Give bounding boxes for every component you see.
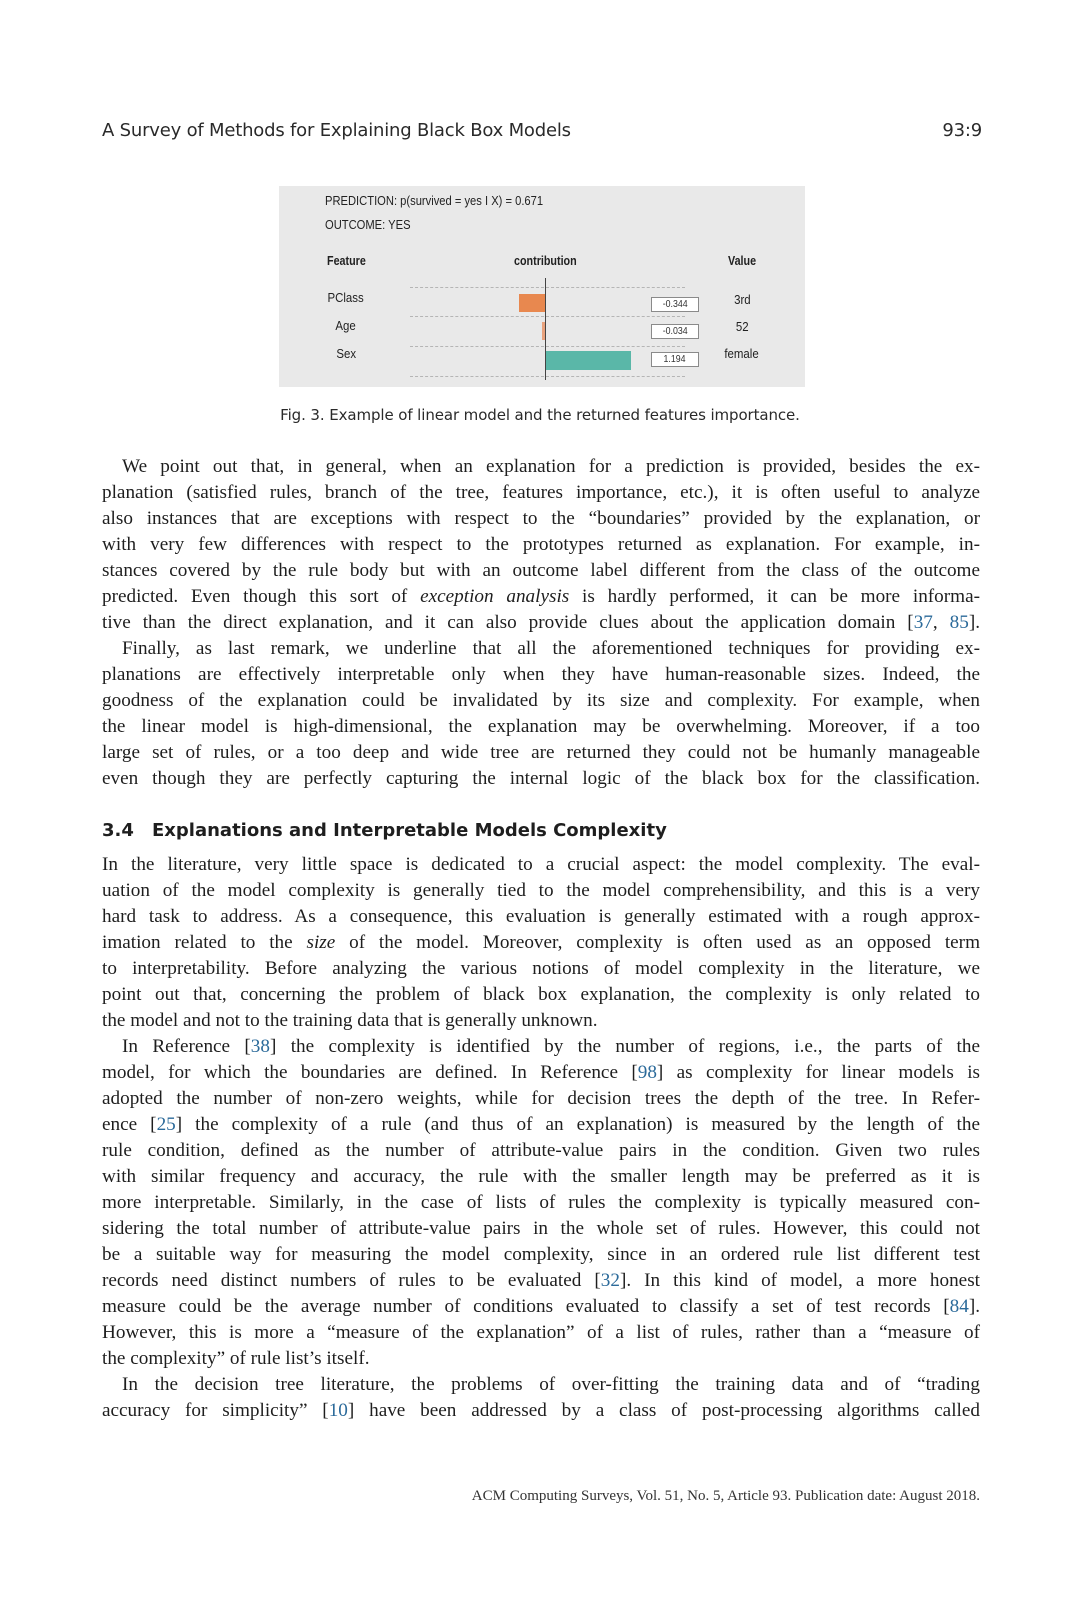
- section-heading: [102, 820, 667, 841]
- figure-header-value: Value: [728, 254, 757, 268]
- body-line: model, for which the boundaries are defined. In Reference [98] as complexity for linear models is: [102, 1062, 980, 1083]
- body-line: In Reference [38] the complexity is identified by the number of regions, i.e., the parts of the: [122, 1036, 980, 1057]
- body-line: planation (satisfied rules, branch of the tree, features importance, etc.), it is often useful to analyze: [102, 482, 980, 503]
- contribution-value: -0.344: [651, 297, 699, 312]
- feature-value: female: [724, 346, 760, 361]
- row-separator: [410, 346, 685, 347]
- figure-outcome: OUTCOME: YES: [325, 217, 411, 232]
- section-number: 3.4: [102, 820, 134, 841]
- citation-link[interactable]: 25: [156, 1114, 176, 1135]
- body-line: point out that, concerning the problem of black box explanation, the complexity is only related to: [102, 984, 980, 1005]
- body-line: We point out that, in general, when an explanation for a prediction is provided, besides the ex-: [122, 456, 980, 477]
- body-line: goodness of the explanation could be invalidated by its size and complexity. For example, when: [102, 690, 980, 711]
- bar-pclass: [519, 294, 545, 312]
- feature-label: PClass: [327, 290, 365, 305]
- row-separator: [410, 287, 685, 288]
- citation-link[interactable]: 84: [949, 1296, 969, 1317]
- journal-footer: ACM Computing Surveys, Vol. 51, No. 5, Article 93. Publication date: August 2018.: [471, 1488, 980, 1504]
- section-title: Explanations and Interpretable Models Complexity: [152, 820, 667, 841]
- figure-header-feature: Feature: [327, 254, 366, 268]
- body-line: tive than the direct explanation, and it can also provide clues about the application domain [37, 85].: [102, 612, 980, 633]
- citation-link[interactable]: 10: [328, 1400, 348, 1421]
- body-line: the model and not to the training data that is generally unknown.: [102, 1010, 598, 1031]
- row-separator: [410, 316, 685, 317]
- body-line: accuracy for simplicity” [10] have been addressed by a class of post-processing algorithms called: [102, 1400, 980, 1421]
- body-line: records need distinct numbers of rules to be evaluated [32]. In this kind of model, a more honest: [102, 1270, 980, 1291]
- body-line: more interpretable. Similarly, in the case of lists of rules the complexity is typically measured con-: [102, 1192, 980, 1213]
- emphasis: size: [306, 932, 336, 953]
- body-line: to interpretability. Before analyzing the various notions of model complexity in the literature, we: [102, 958, 980, 979]
- feature-label: Age: [335, 318, 357, 333]
- citation-link[interactable]: 85: [949, 612, 969, 633]
- body-line: planations are effectively interpretable only when they have human-reasonable sizes. Indeed, the: [102, 664, 980, 685]
- body-line: hard task to address. As a consequence, this evaluation is generally estimated with a rough approx-: [102, 906, 980, 927]
- body-line: also instances that are exceptions with respect to the “boundaries” provided by the explanation, or: [102, 508, 980, 529]
- row-separator: [410, 376, 685, 377]
- body-line: be a suitable way for measuring the model complexity, since in an ordered rule list different test: [102, 1244, 980, 1265]
- body-line: In the literature, very little space is dedicated to a crucial aspect: the model complexity. The eval-: [102, 854, 980, 875]
- zero-axis: [545, 278, 546, 380]
- bar-sex: [545, 351, 631, 370]
- body-line: sidering the total number of attribute-value pairs in the whole set of rules. However, this could not: [102, 1218, 980, 1239]
- body-line: stances covered by the rule body but with an outcome label different from the class of the outcome: [102, 560, 980, 581]
- body-line: ence [25] the complexity of a rule (and thus of an explanation) is measured by the length of the: [102, 1114, 980, 1135]
- body-line: the linear model is high-dimensional, the explanation may be overwhelming. Moreover, if a too: [102, 716, 980, 737]
- figure-caption: Fig. 3. Example of linear model and the returned features importance.: [280, 406, 800, 424]
- body-line: However, this is more a “measure of the explanation” of a list of rules, rather than a “measure of: [102, 1322, 980, 1343]
- body-line: Finally, as last remark, we underline that all the aforementioned techniques for providing ex-: [122, 638, 980, 659]
- citation-link[interactable]: 98: [637, 1062, 657, 1083]
- running-head-title: A Survey of Methods for Explaining Black Box Models: [102, 120, 571, 141]
- body-line: uation of the model complexity is generally tied to the model comprehensibility, and this is a very: [102, 880, 980, 901]
- emphasis: exception analysis: [420, 586, 570, 607]
- body-line: with similar frequency and accuracy, the rule with the smaller length may be preferred as it is: [102, 1166, 980, 1187]
- contribution-value: 1.194: [651, 352, 699, 367]
- citation-link[interactable]: 32: [600, 1270, 620, 1291]
- figure-prediction: PREDICTION: p(survived = yes I X) = 0.671: [325, 193, 544, 208]
- page-number: 93:9: [942, 120, 982, 141]
- figure-header-contribution: contribution: [514, 254, 577, 268]
- feature-value: 52: [735, 319, 749, 334]
- feature-value: 3rd: [733, 292, 751, 307]
- body-line: predicted. Even though this sort of exception analysis is hardly performed, it can be more informa-: [102, 586, 980, 607]
- body-line: the complexity” of rule list’s itself.: [102, 1348, 370, 1369]
- body-line: In the decision tree literature, the problems of over-fitting the training data and of “trading: [122, 1374, 980, 1395]
- body-line: even though they are perfectly capturing the internal logic of the black box for the classification.: [102, 768, 980, 789]
- running-head: [102, 120, 982, 146]
- body-line: with very few differences with respect to the prototypes returned as explanation. For example, in-: [102, 534, 980, 555]
- citation-link[interactable]: 37: [913, 612, 933, 633]
- body-line: adopted the number of non-zero weights, while for decision trees the depth of the tree. In Refer-: [102, 1088, 980, 1109]
- contribution-value: -0.034: [651, 324, 699, 339]
- body-line: imation related to the size of the model. Moreover, complexity is often used as an opposed term: [102, 932, 980, 953]
- citation-link[interactable]: 38: [250, 1036, 270, 1057]
- body-line: large set of rules, or a too deep and wide tree are returned they could not be humanly manageable: [102, 742, 980, 763]
- body-line: measure could be the average number of conditions evaluated to classify a set of test records [84].: [102, 1296, 980, 1317]
- body-line: rule condition, defined as the number of attribute-value pairs in the condition. Given two rules: [102, 1140, 980, 1161]
- feature-label: Sex: [336, 346, 356, 361]
